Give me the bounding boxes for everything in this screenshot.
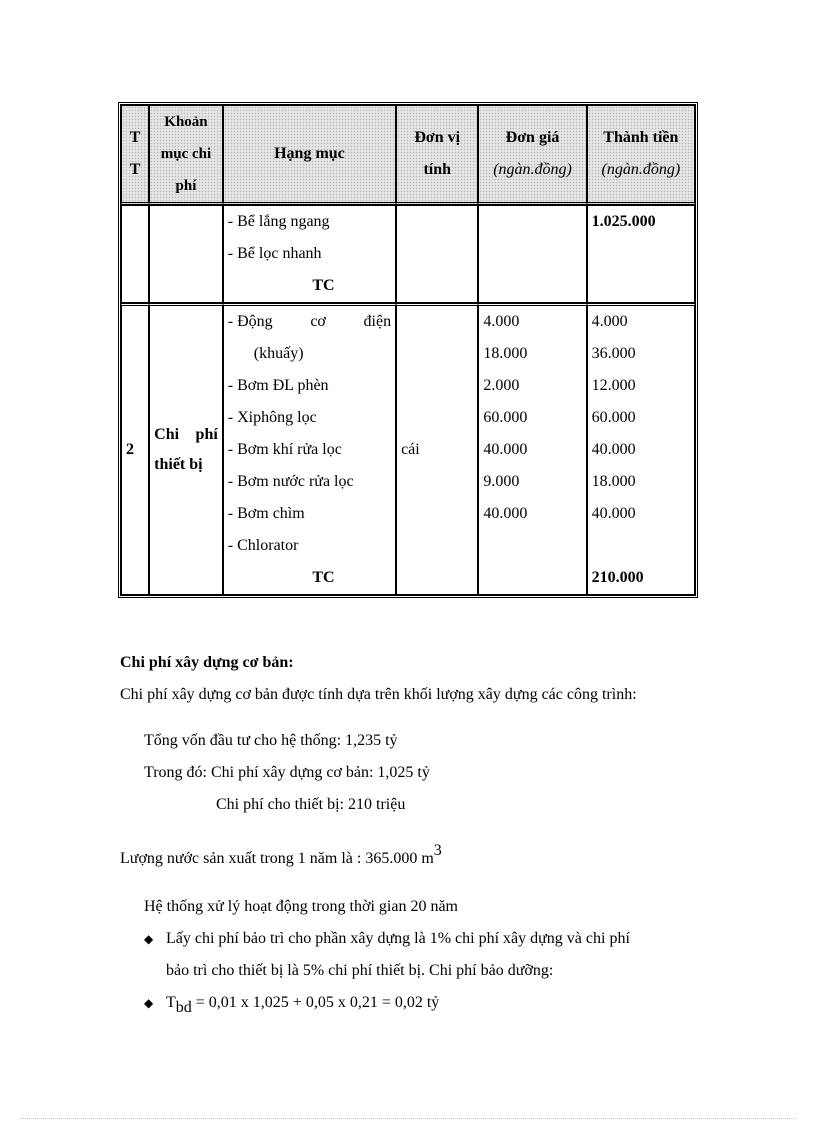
list-item: - Bể lọc nhanh <box>227 245 322 262</box>
list-item: - Xiphông lọc <box>227 409 317 426</box>
unit-price: 4.000 <box>483 313 520 330</box>
exponent: 3 <box>433 842 442 859</box>
total-investment: Tổng vốn đầu tư cho hệ thống: 1,235 tỷ <box>144 732 398 749</box>
cost-table <box>118 102 698 598</box>
row1-don-gia <box>478 205 586 303</box>
bullet-item: ◆ Lấy chi phí bảo trì cho phần xây dựng là 1% chi phí xây dựng và chi phí <box>144 930 630 947</box>
diamond-bullet-icon: ◆ <box>144 996 154 1010</box>
intro-paragraph: Chi phí xây dựng cơ bản được tính dựa trên khối lượng xây dựng các công trình: <box>120 686 637 703</box>
header-thanh-tien: Thành tiền (ngàn.đồng) <box>587 105 695 205</box>
amount: 18.000 <box>591 473 636 490</box>
header-khoan-muc: Khoản mục chi phí <box>149 105 223 205</box>
row2-tc-label: TC <box>312 569 335 586</box>
construction-cost: Trong đó: Chi phí xây dựng cơ bản: 1,025 tỷ <box>144 764 430 781</box>
list-item-continuation: (khuấy) <box>253 345 304 362</box>
amount: 40.000 <box>591 441 636 458</box>
row2-don-vi: cái <box>396 303 478 595</box>
unit-price: 2.000 <box>483 377 520 394</box>
operation-period: Hệ thống xử lý hoạt động trong thời gian 20 năm <box>144 898 458 915</box>
list-item: - Chlorator <box>227 537 299 554</box>
equipment-cost: Chi phí cho thiết bị: 210 triệu <box>216 796 406 813</box>
amount: 36.000 <box>591 345 636 362</box>
list-item: - Bơm khí rửa lọc <box>227 441 342 458</box>
row1-hang-muc <box>223 205 396 303</box>
row2-hang-muc <box>223 303 396 595</box>
diamond-bullet-icon: ◆ <box>144 932 154 946</box>
amount: 12.000 <box>591 377 636 394</box>
row2-don-gia <box>478 303 586 595</box>
header-don-gia: Đơn giá (ngàn.đồng) <box>478 105 586 205</box>
row2-thanh-tien <box>587 303 695 595</box>
unit-price: 40.000 <box>483 505 528 522</box>
bullet-item <box>144 993 440 1016</box>
list-item: - Bơm nước rửa lọc <box>227 473 354 490</box>
unit-price: 18.000 <box>483 345 528 362</box>
row1-don-vi <box>396 205 478 303</box>
unit-price: 40.000 <box>483 441 528 458</box>
formula: Tbd = 0,01 x 1,025 + 0,05 x 0,21 = 0,02 tỷ <box>166 994 440 1016</box>
header-don-vi: Đơn vị tính <box>396 105 478 205</box>
amount: 4.000 <box>591 313 628 330</box>
list-item: - Động cơ điện <box>227 313 392 330</box>
water-volume: Lượng nước sản xuất trong 1 năm là : 365.000 m3 <box>120 842 442 867</box>
row1-tt <box>121 205 149 303</box>
row1-thanh-tien <box>587 205 695 303</box>
page-bottom-divider <box>20 1118 796 1119</box>
row2-tt: 2 <box>121 303 149 595</box>
unit-price: 9.000 <box>483 473 520 490</box>
amount: 40.000 <box>591 505 636 522</box>
table-row <box>121 303 695 595</box>
table-row <box>121 205 695 303</box>
row1-total: 1.025.000 <box>591 213 656 230</box>
list-item: - Bơm chìm <box>227 505 305 522</box>
section-heading: Chi phí xây dựng cơ bản: <box>120 654 294 671</box>
amount: 60.000 <box>591 409 636 426</box>
row2-total: 210.000 <box>591 569 644 586</box>
header-hang-muc: Hạng mục <box>223 105 396 205</box>
table-header-row <box>121 105 695 205</box>
list-item: - Bể lắng ngang <box>227 213 330 230</box>
bullet-item-continuation: bảo trì cho thiết bị là 5% chi phí thiết bị. Chi phí bảo dưỡng: <box>166 962 554 979</box>
row1-khoan-muc <box>149 205 223 303</box>
header-tt <box>121 105 149 205</box>
row2-khoan-muc: Chi phí thiết bị <box>149 303 223 595</box>
row1-tc-label: TC <box>312 277 335 294</box>
unit-price: 60.000 <box>483 409 528 426</box>
list-item: - Bơm ĐL phèn <box>227 377 329 394</box>
header-tt-label: T T <box>129 129 141 178</box>
